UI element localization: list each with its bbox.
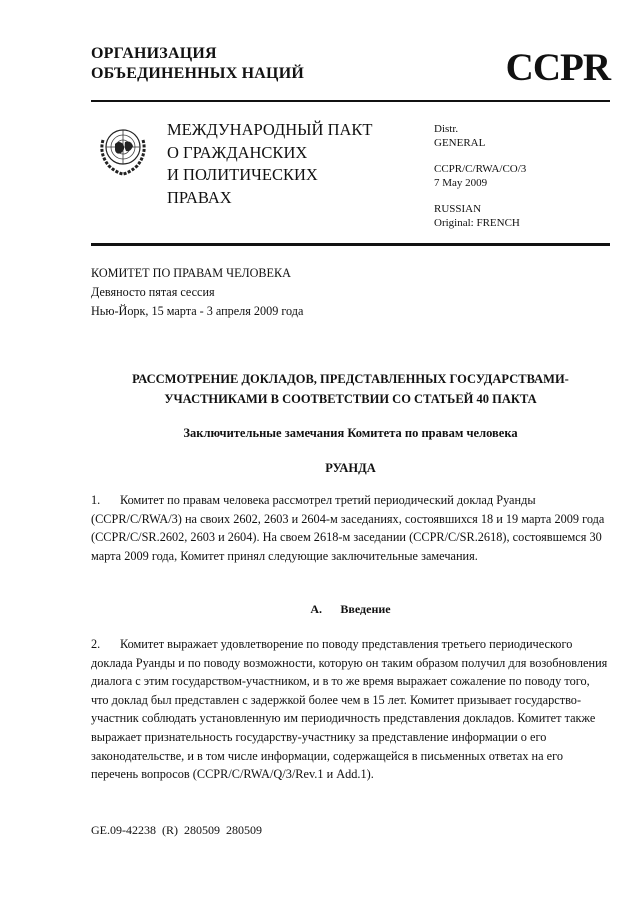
original-language: Original: FRENCH [434, 217, 520, 229]
document-series-code: CCPR [505, 46, 610, 89]
paragraph-number: 2. [91, 637, 101, 651]
committee-name: КОМИТЕТ ПО ПРАВАМ ЧЕЛОВЕКА [91, 266, 291, 280]
covenant-title [167, 119, 373, 209]
un-emblem-icon [94, 120, 152, 178]
section-letter: A. [310, 602, 323, 616]
document-symbol: CCPR/C/RWA/CO/3 [434, 163, 527, 175]
covenant-title-line-4: ПРАВАХ [167, 187, 232, 207]
document-date: 7 May 2009 [434, 177, 488, 189]
distr-value: GENERAL [434, 137, 486, 149]
paragraph-text: Комитет выражает удовлетворение по поводу представления третьего периодического доклада Руанды и по поводу возможности, которую он таким образом получил для возобновления диалога с этим государством-участником, и в то же время выражает сожаление по поводу того, что доклад был представлен с задержкой более чем в 15 лет. Комитет призывает государство-участник соблюдать установленную им периодичность представления докладов. Комитет также выражает признательность государству-участнику за представление информации о его законодательстве, и в том числе информации, содержащейся в письменных ответах на его перечень вопросов (CCPR/C/RWA/Q/3/Rev.1 и Add.1). [91, 637, 608, 782]
section-title: Введение [340, 602, 391, 616]
header-divider [91, 100, 610, 102]
session-name: Девяносто пятая сессия [91, 285, 215, 299]
subtitle-heading: Заключительные замечания Комитета по правам человека [183, 426, 518, 440]
session-place-dates: Нью-Йорк, 15 марта - 3 апреля 2009 года [91, 304, 304, 318]
paragraph-1 [91, 491, 610, 565]
document-language: RUSSIAN [434, 203, 482, 215]
main-heading-line-1: РАССМОТРЕНИЕ ДОКЛАДОВ, ПРЕДСТАВЛЕННЫХ ГОСУДАРСТВАМИ- [132, 372, 569, 386]
covenant-title-line-3: И ПОЛИТИЧЕСКИХ [167, 165, 318, 184]
distr-label: Distr. [434, 123, 459, 135]
organization-line-1: ОРГАНИЗАЦИЯ [91, 45, 217, 62]
job-number-footer: GE.09-42238 (R) 280509 280509 [91, 823, 262, 837]
country-heading: РУАНДА [325, 461, 376, 475]
main-heading [91, 369, 610, 409]
covenant-title-line-2: О ГРАЖДАНСКИХ [167, 142, 308, 162]
covenant-title-line-1: МЕЖДУНАРОДНЫЙ ПАКТ [167, 120, 373, 139]
paragraph-number: 1. [91, 493, 101, 507]
organization-name [91, 44, 304, 84]
meeting-info [91, 264, 303, 321]
paragraph-text: Комитет по правам человека рассмотрел третий периодический доклад Руанды (CCPR/C/RWA/3) на своих 2602, 2603 и 2604-м заседаниях, состоявшихся 18 и 19 марта 2009 года (CCPR/C/SR.2602, 2603 и 2604). На своем 2618-м заседании (CCPR/C/SR.2618), состоявшемся 30 марта 2009 года, Комитет принял следующие заключительные замечания. [91, 493, 605, 563]
distribution-block [434, 122, 526, 230]
header-bottom-divider [91, 243, 610, 246]
organization-line-2: ОБЪЕДИНЕННЫХ НАЦИЙ [91, 65, 304, 82]
section-heading [91, 601, 610, 617]
main-heading-line-2: УЧАСТНИКАМИ В СООТВЕТСТВИИ СО СТАТЬЕЙ 40 ПАКТА [164, 392, 537, 406]
paragraph-2 [91, 635, 610, 784]
